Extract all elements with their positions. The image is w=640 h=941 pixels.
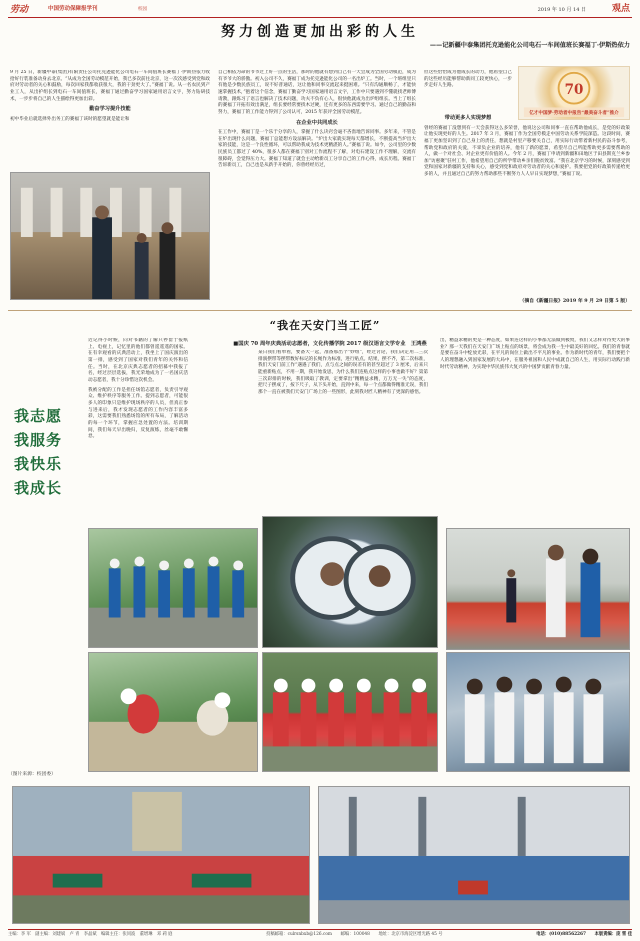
article1-paragraph: 在工作中，赛福丁是一个乐于分享的人，掌握了什么诀窍会毫不吝啬地告诉同事。多年来，不管是在炉出现什么问题，赛福丁总能想方设法解决。“炉出大家就实现每天都增长，不断提高当炉出大家的技能，这是一个良性循环，可以帮助我成为技术更精湛的人。”赛福丁说。如今，公司里的少数民族员工都过了 40%，很多人都在赛福丁别对工作流程不了解，对电石建设工作不理解，交流有很障碍，会觉得压力大。赛福丁知道了就会主动给新员工分享自己的工作心得，成长历程。赛福丁告诉新员工，自己也是从新手开始的，你曾经经历过， xyxy=(218,130,416,169)
article1-paragraph: 9 月 25 日，新疆中泰(集团)有限责任公司托克逊能化公司电石一车间值班长赛福丁·伊斯热依力收拾好行装准备动身去北京。“从成为全国劳动模范开始，我已多次前往北京，这一次次感受到党和政府对劳动者的关心和鼓励，每次回家我都收获很大，我的干劲更大了。”赛福丁说。从一名农民到产业工人，从出护组长到电石一车间值班长，赛福丁通过勤奋学习国家通用语言文字，努力钻研技术，一步步将自己的人生描绘得更加出彩。 xyxy=(10,70,210,102)
badge-caption: 亿才中国梦·劳动者中报告“最美奋斗者”推介 xyxy=(529,111,619,116)
section-divider xyxy=(8,310,632,311)
footer-phone: 电话：(010)88562267 本版责编：庞 雪 佳 xyxy=(536,932,632,938)
slogan-volunteer: 我志愿 xyxy=(13,407,62,425)
volunteers-group-photo xyxy=(446,528,630,650)
article1-subhead: 在企业中共同成长 xyxy=(296,119,338,126)
footer-editors: 主编：李 军 副主编：刘建斌 卢 青 李晶斌 编辑主任：张同波 董增琳 邓 莉 庭 xyxy=(8,932,173,938)
article1-source: （摘自《新疆日报》2019 年 9 月 29 日第 5 版） xyxy=(519,298,630,304)
article2-paragraph: 出，精益求精的更是一种态度，如果连这样的小事都无法做到极致，我们又怎样对待更大的事业？那一天我们在天安门广场上贴点的场景，将会成为我一生中最美好的回忆。我们的青春就是要在奋斗中绽放光彩，在平凡的岗位上做出不平凡的事业。作为新时代的青年，我们要把个人的理想融入到国家发展的大局中，在服务祖国和人民中成就自己的人生，用实际行动践行新时代劳动精神，为实现中华民族伟大复兴的中国梦贡献青春力量。 xyxy=(440,338,630,370)
article2-column-3 xyxy=(440,338,630,510)
section-title: 观点 xyxy=(611,4,630,14)
volunteers-lined-up-photo xyxy=(88,528,258,648)
article1-paragraph: 但这些恰恰成为他成长的动力，他希望自己的这些经历能够帮助新同工较更快心，一步步走好人生路。 xyxy=(424,70,512,89)
article2-paragraph: 近记得小时候，向对书籍的了解只停留于报纸上、电视上，记忆里的他们都曾遥遥遥的国家。在有幸观看的庆典活动上，我坐上了国庆演出的第一排，感受到了国家对我们青年的关怀和信任。当时，在北京庆典志愿者的招募中我报了名，经过层层选拔，我光荣地成为了一名国庆活动志愿者，我十分珍惜这次机会。 xyxy=(88,338,188,383)
article2-paragraph: 我被分配的工作是担任场馆志愿者，负责引导观众、维护秩序等服务工作。提到志愿者，可能很多人的印象只是维护现场秩序的人员，但真正参与进来后，我才发现志愿者的工作内容丰富多彩，这需要我们熟悉场馆的所有布局，了解活动的每一个环节，掌握应急处置的方法。培训期间，我们每天早出晚归，反复演练，丝毫不敢懈怠。 xyxy=(88,387,188,440)
edition-label: 校园 xyxy=(138,7,147,12)
article1-subhead: 勤奋学习提升技能 xyxy=(89,106,131,113)
paper-name: 中国劳动保障报学刊 xyxy=(48,6,98,12)
award-ceremony-photo xyxy=(10,172,210,300)
slogan-grow: 我成长 xyxy=(13,479,62,497)
article1-paragraph: 曾经的赛福丁没想到有一天会获得这么多荣誉，他说这公司和同事一直在帮助他成长，是党的好政策让他实现更好的人生。2017 年 3 月，赛福丁作为全国劳模走中国劳动关系学院深造。这段时间，赛福丁更加坚识到了自己身上的责任，想就是村里产移要关自己，用实际行动带着新村民的奋斗参考，帮助党和政府的关爱，不辜负企业的培养，他有了新的愿景，希望尽自己所能帮助更多需要帮助的人，做一个对社会、对企业更有价值的人。今年 2 月，赛福丁申请到新疆和田地区于田县斯克兰乡参加“访惠聚”驻村工作，他希望用自己的所学带动乡亲们脱贫致富。“我在北京学习的时候，深刻感受到党和国家对新疆的支持和关心，感受到党和政府对劳动者的关心和爱护。我要把党的好政策传递给更多的人，并且通过自己的努力帮助那些不断努力人人早日实现梦想，”赛福丁说。 xyxy=(424,125,630,178)
article2-title: “我在天安门当工匠” xyxy=(269,319,381,332)
article1-paragraph: 自己相依为命的爷爷过上好一点的生活，那时的他就有想到自己有一天会成为全国劳动模范，成为有爷爷大的骄傲。初入公司不久，赛福丁成为托克逊能化公司的一名出炉工。当时，一个班组里只有他是少数民族员工，说不好普通话，这让他和同事交流起来挺困难。“只有沟通顺畅了，才能快速掌握技术，”抱着这个信念，赛福丁勤奋学习国家通用语言文字，工作中只要遇到不懂就找老师傅请教，跟炼习了语言也解决了技术问题，功夫不负有心人，很快他就成为出炉组组长。当上了组长的赛福丁开拓有效出满足，组长要经常要找木过硬，还有更多的东西需要学习。通过自己的勤奋和努力，赛福丁的工作能力得到了公司认可，2015 年获评全国劳动模范。 xyxy=(218,70,416,115)
volunteers-standing-photo xyxy=(262,652,438,772)
footer xyxy=(8,929,632,939)
photo-credit: （图片来源：校团委） xyxy=(8,772,56,777)
volunteers-framed-photo xyxy=(262,516,438,648)
masthead xyxy=(8,2,632,18)
article2-column-2 xyxy=(258,350,428,510)
article1-subtitle: ——记新疆中泰集团托克逊能化公司电石一车间值班长赛福丁·伊斯热依力 xyxy=(429,42,630,49)
article1-title: 努力创造更加出彩的人生 xyxy=(221,24,419,40)
paper-logo: 劳动 xyxy=(10,5,29,15)
issue-date: 2019 年 10 月 14 日 xyxy=(537,7,586,13)
slogan-happy: 我快乐 xyxy=(13,455,62,473)
article1-column-2 xyxy=(218,70,416,310)
article2-column-1 xyxy=(88,338,188,528)
article1-column-3-top xyxy=(424,70,512,112)
footer-contact: 投稿邮箱：culrsnbxb@126.com 邮编：100048 地址：北京市海淀区增光路 45 号 xyxy=(266,932,443,938)
article1-subhead: 带动更多人实现梦想 xyxy=(444,115,492,121)
article2-paragraph: 某日我们看单看，要备大一起，准备那出个“妙组”，经过讨论，我们决定用二三次排演摆带等摆带数好标记的长绳作为标准，进行贴点。结果，摆不齐，第二次标准，我们天安门前工作“遇遇了我们，点与点之间的误差有的甚至超过了 3 厘米，后来只能重新贴点，不用一期，我开始发思，为什么我们连贴点这样的小事也做不好？第第三次彩排的时候，我们吸取了教训，定要拿出“精精益求精，万万无一失”的态度，把尺子摆成了，按下尺子，从下头开始，直到中来，每一个点都做得精准无误，我们那个一直在被我们天安门广场上的一些图形，此刻我对匠人精神有了更深的感悟。 xyxy=(258,350,428,395)
volunteers-planting-photo xyxy=(88,652,258,772)
slogan-column xyxy=(8,409,68,505)
large-group-photo-left xyxy=(12,786,310,924)
large-group-photo-right xyxy=(318,786,630,924)
article1-column-1 xyxy=(10,70,210,170)
slogan-serve: 我服务 xyxy=(13,431,62,449)
article1-column-3 xyxy=(424,112,630,298)
article2-subtitle: ■国庆 70 周年庆典活动志愿者，文化传播学院 2017 级汉语言文学专业 王鸿燕 xyxy=(233,341,427,347)
volunteers-indoor-photo xyxy=(446,652,630,772)
badge-number: 70 xyxy=(564,81,584,98)
article1-paragraph: 初中毕业后就选择外出务工的赛福丁该时的愿望就是能让和 xyxy=(10,116,130,122)
